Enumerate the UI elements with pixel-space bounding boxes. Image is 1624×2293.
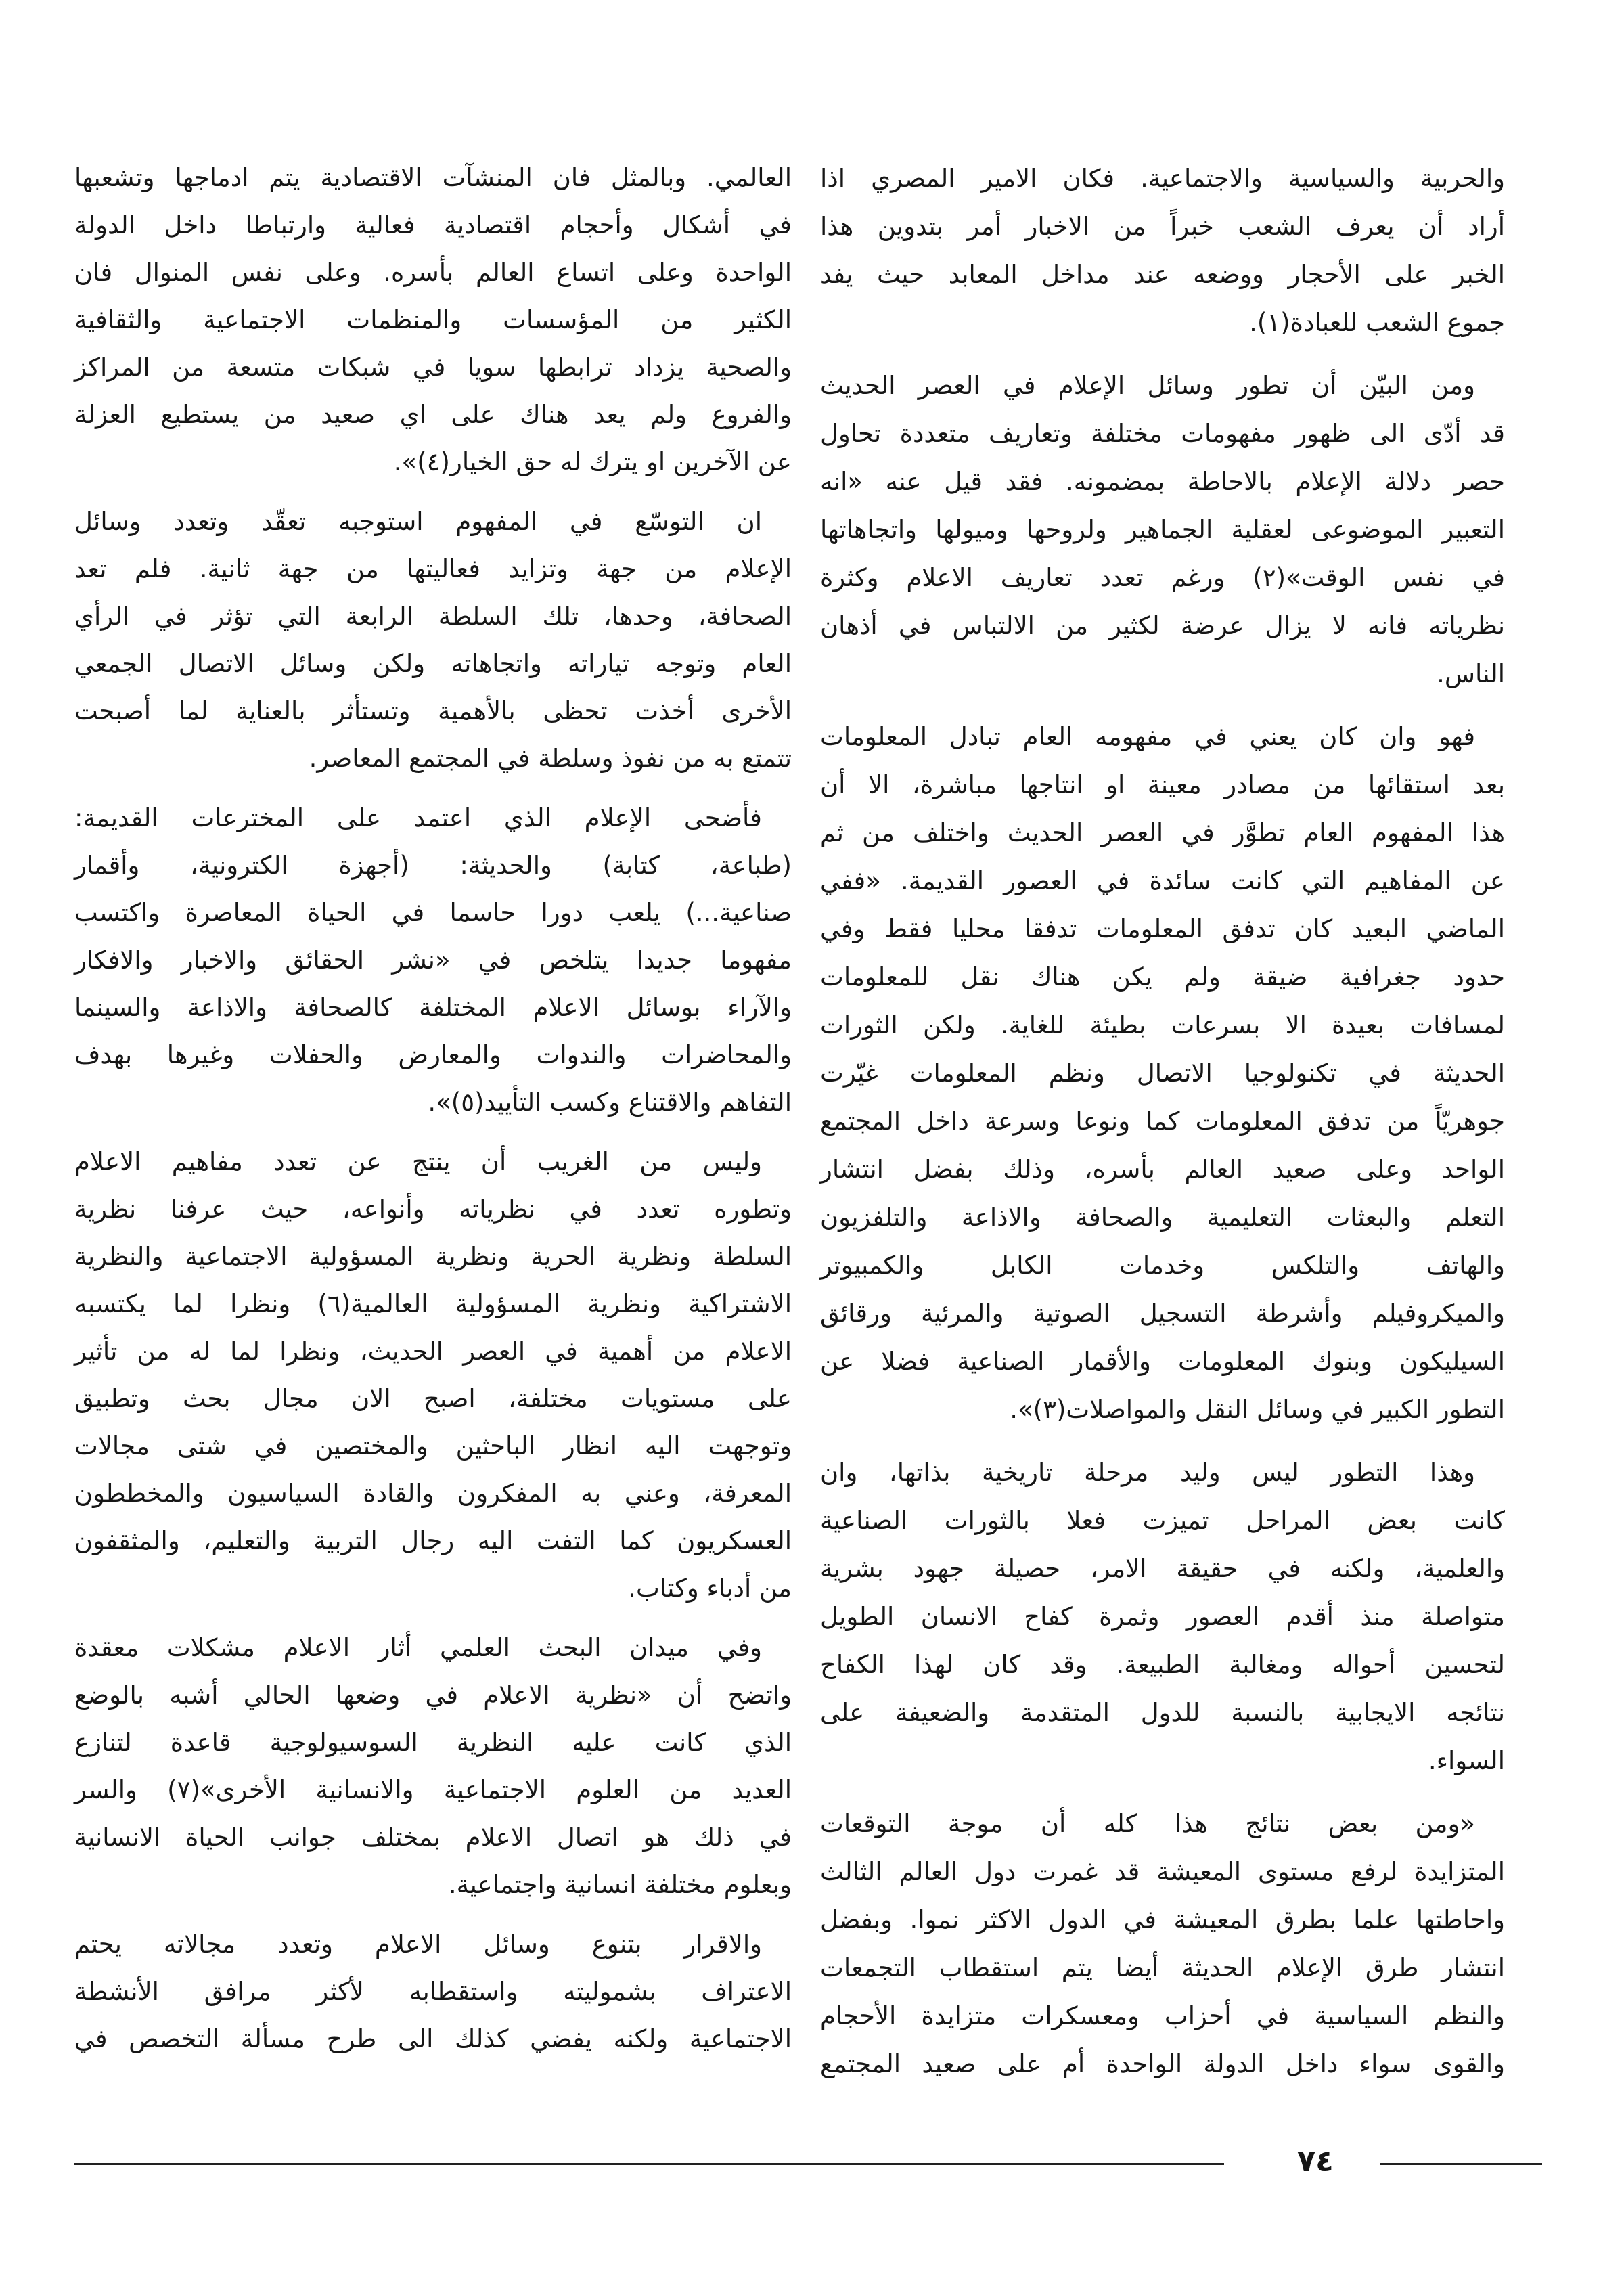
text-line: والفروع ولم يعد هناك على اي صعيد من يستطيع العزلة xyxy=(74,400,792,429)
text-line: كانت بعض المراحل تميزت فعلا بالثورات الصناعية xyxy=(820,1506,1505,1535)
page-footer xyxy=(74,2144,1542,2181)
text-line: العديد من العلوم الاجتماعية والانسانية الأخرى»(٧) والسر xyxy=(74,1775,792,1804)
paragraph xyxy=(820,1448,1505,1785)
text-line: هذا المفهوم العام تطوَّر في العصر الحديث واختلف من ثم xyxy=(820,818,1505,847)
left-column xyxy=(74,154,792,2063)
paragraph xyxy=(820,1800,1505,2088)
text-line: عن المفاهيم التي كانت سائدة في العصور القديمة. «ففي xyxy=(820,866,1505,895)
text-line: انتشار طرق الإعلام الحديثة أيضا يتم استقطاب التجمعات xyxy=(820,1953,1505,1982)
text-line: صناعية...) يلعب دورا حاسما في الحياة المعاصرة واكتسب xyxy=(74,898,792,927)
text-line: والهاتف والتلكس وخدمات الكابل والكمبيوتر xyxy=(820,1251,1505,1280)
text-line: والمحاضرات والندوات والمعارض والحفلات وغيرها بهدف xyxy=(74,1040,792,1069)
text-line: التطور الكبير في وسائل النقل والمواصلات(٣)». xyxy=(1010,1395,1505,1424)
right-column xyxy=(820,154,1505,2088)
text-line: والعلمية، ولكنه في حقيقة الامر، حصيلة جهود بشرية xyxy=(820,1554,1505,1583)
text-line: المتزايدة لرفع مستوى المعيشة قد غمرت دول العالم الثالث xyxy=(820,1857,1505,1886)
text-line: لتحسين أحواله ومغالبة الطبيعة. وقد كان لهذا الكفاح xyxy=(820,1650,1505,1679)
text-line: الاعلام من أهمية في العصر الحديث، ونظرا لما له من تأثير xyxy=(74,1337,792,1366)
paragraph xyxy=(820,154,1505,347)
text-line: الصحافة، وحدها، تلك السلطة الرابعة التي تؤثر في الرأي xyxy=(74,602,792,631)
text-line: لمسافات بعيدة الا بسرعات بطيئة للغاية. ولكن الثورات xyxy=(820,1010,1505,1040)
footer-rule xyxy=(1380,2163,1542,2165)
text-line: السواء. xyxy=(1428,1746,1505,1775)
text-line: في أشكال وأحجام اقتصادية فعالية وارتباطا داخل الدولة xyxy=(74,210,792,240)
text-line: في ذلك هو اتصال الاعلام بمختلف جوانب الحياة الانسانية xyxy=(74,1823,792,1852)
text-line: نتائجه الايجابية بالنسبة للدول المتقدمة والضعيفة على xyxy=(820,1698,1505,1727)
text-line: فهو وان كان يعني في مفهومه العام تبادل المعلومات xyxy=(820,722,1475,751)
paragraph xyxy=(820,713,1505,1433)
text-line: الأخرى أخذت تحظى بالأهمية وتستأثر بالعناية لما أصبحت xyxy=(74,696,792,726)
text-line: ومن البيّن أن تطور وسائل الإعلام في العصر الحديث xyxy=(820,371,1475,400)
paragraph xyxy=(74,1921,792,2063)
text-line: متواصلة منذ أقدم العصور وثمرة كفاح الانسان الطويل xyxy=(820,1602,1505,1631)
text-line: وهذا التطور ليس وليد مرحلة تاريخية بذاتها، وان xyxy=(820,1458,1475,1487)
text-line: واحاطتها علما بطرق المعيشة في الدول الاكثر نموا. وبفضل xyxy=(820,1905,1505,1934)
text-line: فأضحى الإعلام الذي اعتمد على المخترعات القديمة: xyxy=(74,803,762,832)
text-line: الاعتراف بشموليته واستقطابه لأكثر مرافق الأنشطة xyxy=(74,1977,792,2006)
text-line: أراد أن يعرف الشعب خبراً من الاخبار أمر بتدوين هذا xyxy=(820,212,1505,241)
text-line: والاقرار بتنوع وسائل الاعلام وتعدد مجالاته يحتم xyxy=(74,1930,762,1959)
text-line: والنظم السياسية في أحزاب ومعسكرات متزايدة الأحجام xyxy=(820,2001,1505,2030)
text-line: من أدباء وكتاب. xyxy=(628,1574,792,1603)
text-line: والحربية والسياسية والاجتماعية. فكان الامير المصري اذا xyxy=(820,164,1505,193)
text-line: بعد استقائها من مصادر معينة او انتاجها مباشرة، الا أن xyxy=(820,770,1505,799)
text-line: «ومن بعض نتائج هذا كله أن موجة التوقعات xyxy=(820,1809,1475,1838)
text-line: الخبر على الأحجار ووضعه عند مداخل المعابد حيث يفد xyxy=(820,260,1505,289)
text-line: العالمي. وبالمثل فان المنشآت الاقتصادية يتم ادماجها وتشعبها xyxy=(74,163,792,192)
text-line: جموع الشعب للعبادة(١). xyxy=(1249,308,1505,337)
text-line: وبعلوم مختلفة انسانية واجتماعية. xyxy=(448,1870,792,1899)
text-line: (طباعة، كتابة) والحديثة: (أجهزة الكترونية، وأقمار xyxy=(74,851,792,880)
text-line: والصحية يزداد ترابطها سويا في شبكات متسعة من المراكز xyxy=(74,353,792,382)
text-line: واتضح أن «نظرية الاعلام في وضعها الحالي أشبه بالوضع xyxy=(74,1680,792,1710)
text-line: التفاهم والاقتناع وكسب التأييد(٥)». xyxy=(428,1088,792,1117)
text-line: في نفس الوقت»(٢) ورغم تعدد تعاريف الاعلام وكثرة xyxy=(820,563,1505,592)
text-line: عن الآخرين او يترك له حق الخيار(٤)». xyxy=(393,447,792,476)
text-line: والميكروفيلم وأشرطة التسجيل الصوتية والمرئية ورقائق xyxy=(820,1299,1505,1328)
text-line: وتوجهت اليه انظار الباحثين والمختصين في شتى مجالات xyxy=(74,1431,792,1461)
paragraph xyxy=(74,1624,792,1909)
text-line: الحديثة في تكنولوجيا الاتصال ونظم المعلومات غيّرت xyxy=(820,1059,1505,1088)
text-line: والآراء بوسائل الاعلام المختلفة كالصحافة والاذاعة والسينما xyxy=(74,993,792,1022)
text-line: الواحد وعلى صعيد العالم بأسره، وذلك بفضل انتشار xyxy=(820,1155,1505,1184)
text-line: العسكريون كما التفت اليه رجال التربية والتعليم، والمثقفون xyxy=(74,1526,792,1555)
text-line: على مستويات مختلفة، اصبح الان مجال بحث وتطبيق xyxy=(74,1384,792,1413)
text-line: السلطة ونظرية الحرية ونظرية المسؤولية الاجتماعية والنظرية xyxy=(74,1242,792,1271)
text-line: التعلم والبعثات التعليمية والصحافة والاذاعة والتلفزيون xyxy=(820,1203,1505,1232)
paragraph xyxy=(74,154,792,486)
text-line: الاجتماعية ولكنه يفضي كذلك الى طرح مسألة التخصص في xyxy=(74,2024,792,2053)
text-line: وليس من الغريب أن ينتج عن تعدد مفاهيم الاعلام xyxy=(74,1147,762,1176)
text-line: العام وتوجه تياراته واتجاهاته ولكن وسائل الاتصال الجمعي xyxy=(74,649,792,678)
text-line: نظرياته فانه لا يزال عرضة لكثير من الالتباس في أذهان xyxy=(820,611,1505,640)
text-line: التعبير الموضوعى لعقلية الجماهير ولروحها وميولها واتجاهاتها xyxy=(820,515,1505,544)
text-line: المعرفة، وعني به المفكرون والقادة السياسيون والمخططون xyxy=(74,1479,792,1508)
paragraph xyxy=(74,795,792,1126)
text-line: مفهوما جديدا يتلخص في «نشر الحقائق والاخبار والافكار xyxy=(74,945,792,975)
text-line: ان التوسّع في المفهوم استوجبه تعقّد وتعدد وسائل xyxy=(74,507,762,536)
text-line: الاشتراكية ونظرية المسؤولية العالمية(٦) ونظرا لما يكتسبه xyxy=(74,1289,792,1318)
text-line: وتطوره تعدد في نظرياته وأنواعه، حيث عرفنا نظرية xyxy=(74,1195,792,1224)
text-line: قد أدّى الى ظهور مفهومات مختلفة وتعاريف متعددة تحاول xyxy=(820,419,1505,448)
text-line: تتمتع به من نفوذ وسلطة في المجتمع المعاصر. xyxy=(309,744,792,773)
text-line: حدود جغرافية ضيقة ولم يكن هناك نقل للمعلومات xyxy=(820,962,1505,992)
page-number: ٧٤ xyxy=(1297,2144,1334,2179)
paragraph xyxy=(74,498,792,782)
text-line: الكثير من المؤسسات والمنظمات الاجتماعية والثقافية xyxy=(74,305,792,334)
text-line: الذي كانت عليه النظرية السوسيولوجية قاعدة لتنازع xyxy=(74,1728,792,1757)
text-line: جوهريّاً من تدفق المعلومات كما ونوعا وسرعة داخل المجتمع xyxy=(820,1107,1505,1136)
footer-rule xyxy=(74,2163,1224,2165)
paragraph xyxy=(820,361,1505,698)
text-line: والقوى سواء داخل الدولة الواحدة أم على صعيد المجتمع xyxy=(820,2049,1505,2078)
text-line: الناس. xyxy=(1437,659,1505,688)
text-line: الواحدة وعلى اتساع العالم بأسره. وعلى نفس المنوال فان xyxy=(74,258,792,287)
text-line: السيليكون وبنوك المعلومات والأقمار الصناعية فضلا عن xyxy=(820,1347,1505,1376)
text-line: الماضي البعيد كان تدفق المعلومات تدفقا محليا فقط وفي xyxy=(820,914,1505,943)
text-line: حصر دلالة الإعلام بالاحاطة بمضمونه. فقد قيل عنه «انه xyxy=(820,467,1505,496)
text-line: الإعلام من جهة وتزايد فعاليتها من جهة ثانية. فلم تعد xyxy=(74,554,792,583)
paragraph xyxy=(74,1138,792,1612)
text-line: وفي ميدان البحث العلمي أثار الاعلام مشكلات معقدة xyxy=(74,1633,762,1662)
